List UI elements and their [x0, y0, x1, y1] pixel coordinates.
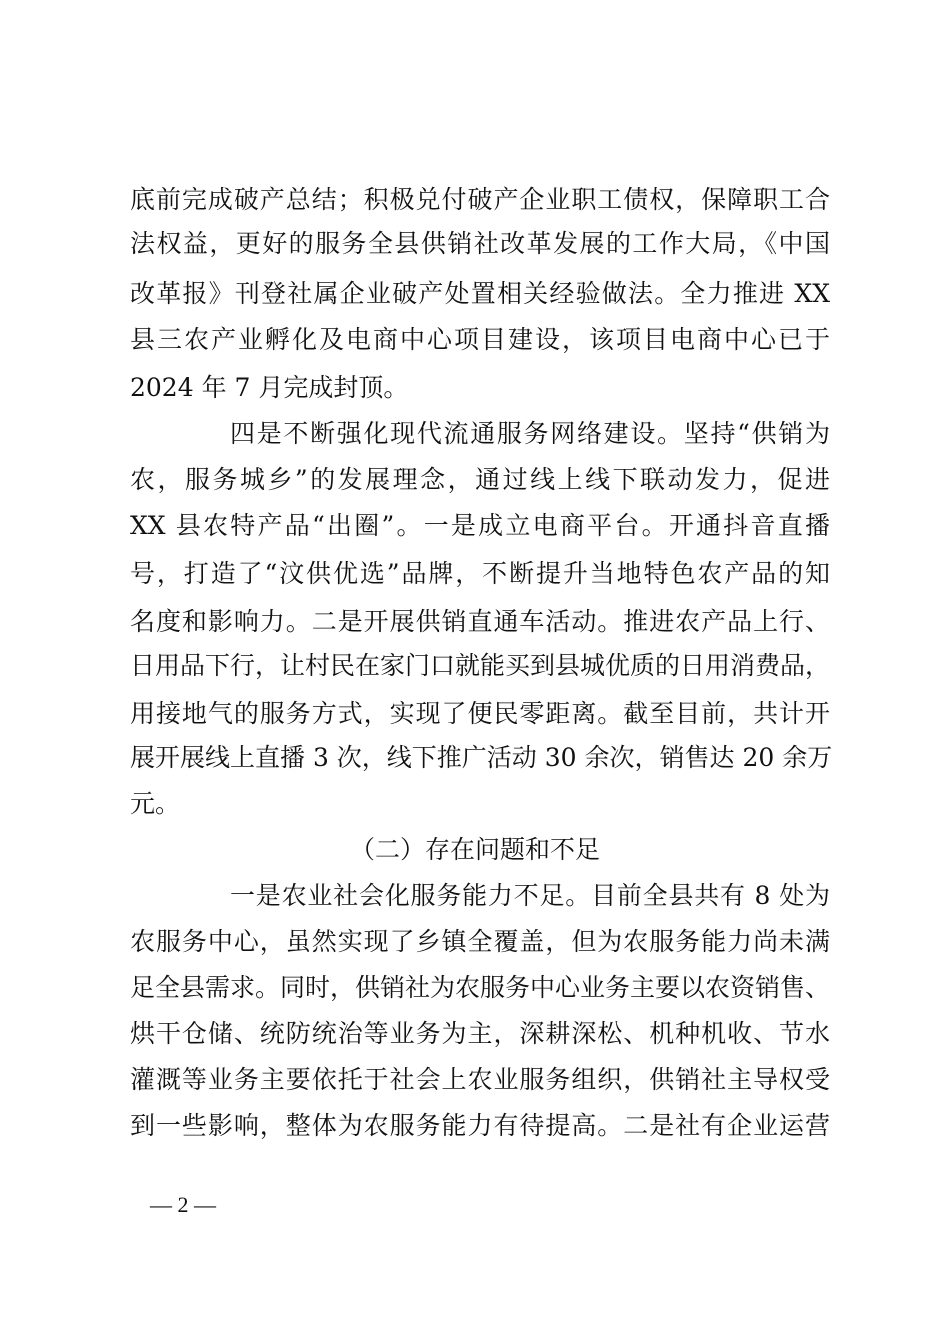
text-line: 底前完成破产总结；积极兑付破产企业职工债权，保障职工合	[130, 185, 830, 214]
text-line: 用接地气的服务方式，实现了便民零距离。截至目前，共计开	[130, 699, 830, 728]
text-line: 元。	[130, 789, 181, 818]
text-line: 号，打造了“汶供优选”品牌，不断提升当地特色农产品的知	[130, 559, 830, 588]
text-line: 农，服务城乡”的发展理念，通过线上线下联动发力，促进	[130, 465, 830, 494]
text-line: XX 县农特产品“出圈”。一是成立电商平台。开通抖音直播	[130, 511, 830, 540]
text-line: 法权益，更好的服务全县供销社改革发展的工作大局，《中国	[130, 229, 830, 258]
page-number: — 2 —	[150, 1192, 216, 1217]
text-line: 县三农产业孵化及电商中心项目建设，该项目电商中心已于	[130, 325, 830, 354]
text-line: 四是不断强化现代流通服务网络建设。坚持“供销为	[230, 419, 830, 448]
text-line: 足全县需求。同时，供销社为农服务中心业务主要以农资销售、	[130, 973, 831, 1002]
text-line: 展开展线上直播 3 次，线下推广活动 30 余次，销售达 20 余万	[130, 743, 833, 772]
text-line: 烘干仓储、统防统治等业务为主，深耕深松、机种机收、节水	[130, 1019, 830, 1048]
text-line: 名度和影响力。二是开展供销直通车活动。推进农产品上行、	[130, 607, 830, 636]
text-line: 灌溉等业务主要依托于社会上农业服务组织，供销社主导权受	[130, 1065, 830, 1094]
text-line: 2024 年 7 月完成封顶。	[130, 373, 409, 402]
text-line: 日用品下行，让村民在家门口就能买到县城优质的日用消费品，	[130, 651, 831, 680]
text-line: 改革报》刊登社属企业破产处置相关经验做法。全力推进 XX	[130, 279, 830, 308]
text-line: 农服务中心，虽然实现了乡镇全覆盖，但为农服务能力尚未满	[130, 927, 830, 956]
text-line: 到一些影响，整体为农服务能力有待提高。二是社有企业运营	[130, 1111, 830, 1140]
section-heading: （二）存在问题和不足	[349, 835, 600, 864]
text-line: 一是农业社会化服务能力不足。目前全县共有 8 处为	[230, 881, 830, 910]
